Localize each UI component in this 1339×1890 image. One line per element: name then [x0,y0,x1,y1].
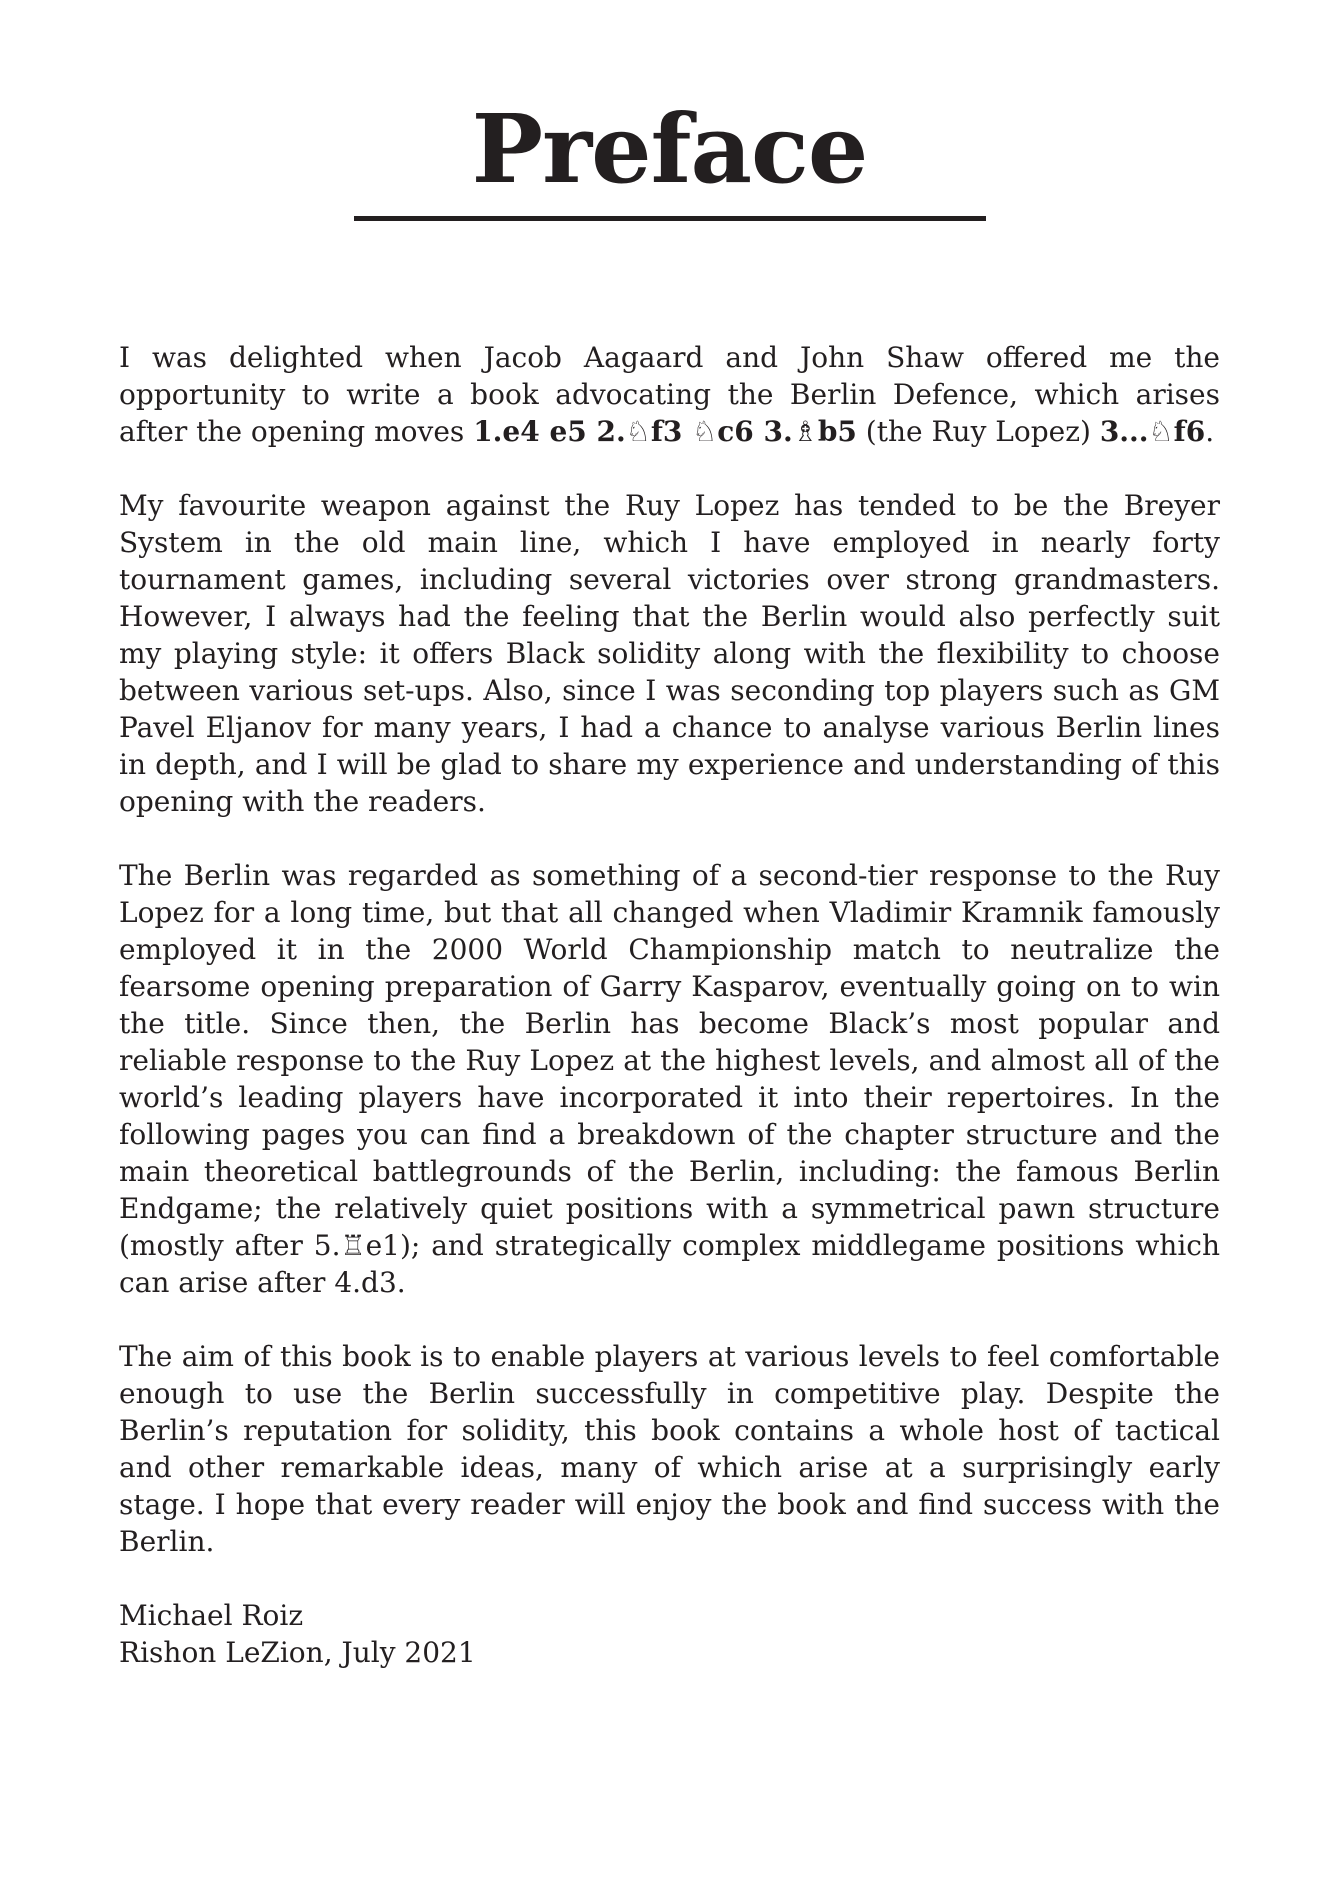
signature-place-date: Rishon LeZion, July 2021 [119,1635,476,1669]
paragraph [119,1338,1220,1560]
signature [119,1597,1220,1671]
preface-body [0,221,1339,1671]
chess-move-bold: 1.e4 e5 2.♘f3 ♘c6 3.♗b5 [473,414,857,448]
paragraph-text: . [1205,414,1215,448]
paragraph-text: My favourite weapon against the Ruy Lopez has tended to be the Breyer System in the old main line, which I have employed in nearly forty tournament games, including several victories over strong grandmasters. However, I always had the feeling that the Berlin would also perfectly suit my playing style: it offers Black solidity along with the flexibility to choose between various set-ups. Also, since I was seconding top players such as GM Pavel Eljanov for many years, I had a chance to analyse various Berlin lines in depth, and I will be glad to share my experience and understanding of this opening with the readers. [119,488,1220,818]
chess-move-bold: 3...♘f6 [1099,414,1206,448]
paragraph [119,487,1220,820]
page-title: Preface [471,94,868,205]
title-block [0,0,1339,221]
paragraphs [119,339,1220,1560]
paragraph [119,857,1220,1301]
paragraph-text: The aim of this book is to enable players at various levels to feel comfortable enough to use the Berlin successfully in competitive play. Despite the Berlin’s reputation for solidity, this book contains a whole host of tactical and other remarkable ideas, many of which arise at a surprisingly early stage. I hope that every reader will enjoy the book and find success with the Berlin. [119,1339,1220,1558]
paragraph-text: The Berlin was regarded as something of a second-tier response to the Ruy Lopez for a long time, but that all changed when Vladimir Kramnik famously employed it in the 2000 World Championship match to neutralize the fearsome opening preparation of Garry Kasparov, eventually going on to win the title. Since then, the Berlin has become Black’s most popular and reliable response to the Ruy Lopez at the highest levels, and almost all of the world’s leading players have incorporated it into their repertoires. In the following pages you can find a breakdown of the chapter structure and the main theoretical battlegrounds of the Berlin, including: the famous Berlin Endgame; the relatively quiet positions with a symmetrical pawn structure (mostly after 5.♖e1); and strategically complex middlegame positions which can arise after 4.d3. [119,858,1220,1299]
paragraph-text: (the Ruy Lopez) [856,414,1100,448]
paragraph [119,339,1220,450]
paragraph-text: I was delighted when Jacob Aagaard and John Shaw offered me the opportunity to write a book advocating the Berlin Defence, which arises after the opening moves [119,340,1220,448]
author-name: Michael Roiz [119,1598,304,1632]
